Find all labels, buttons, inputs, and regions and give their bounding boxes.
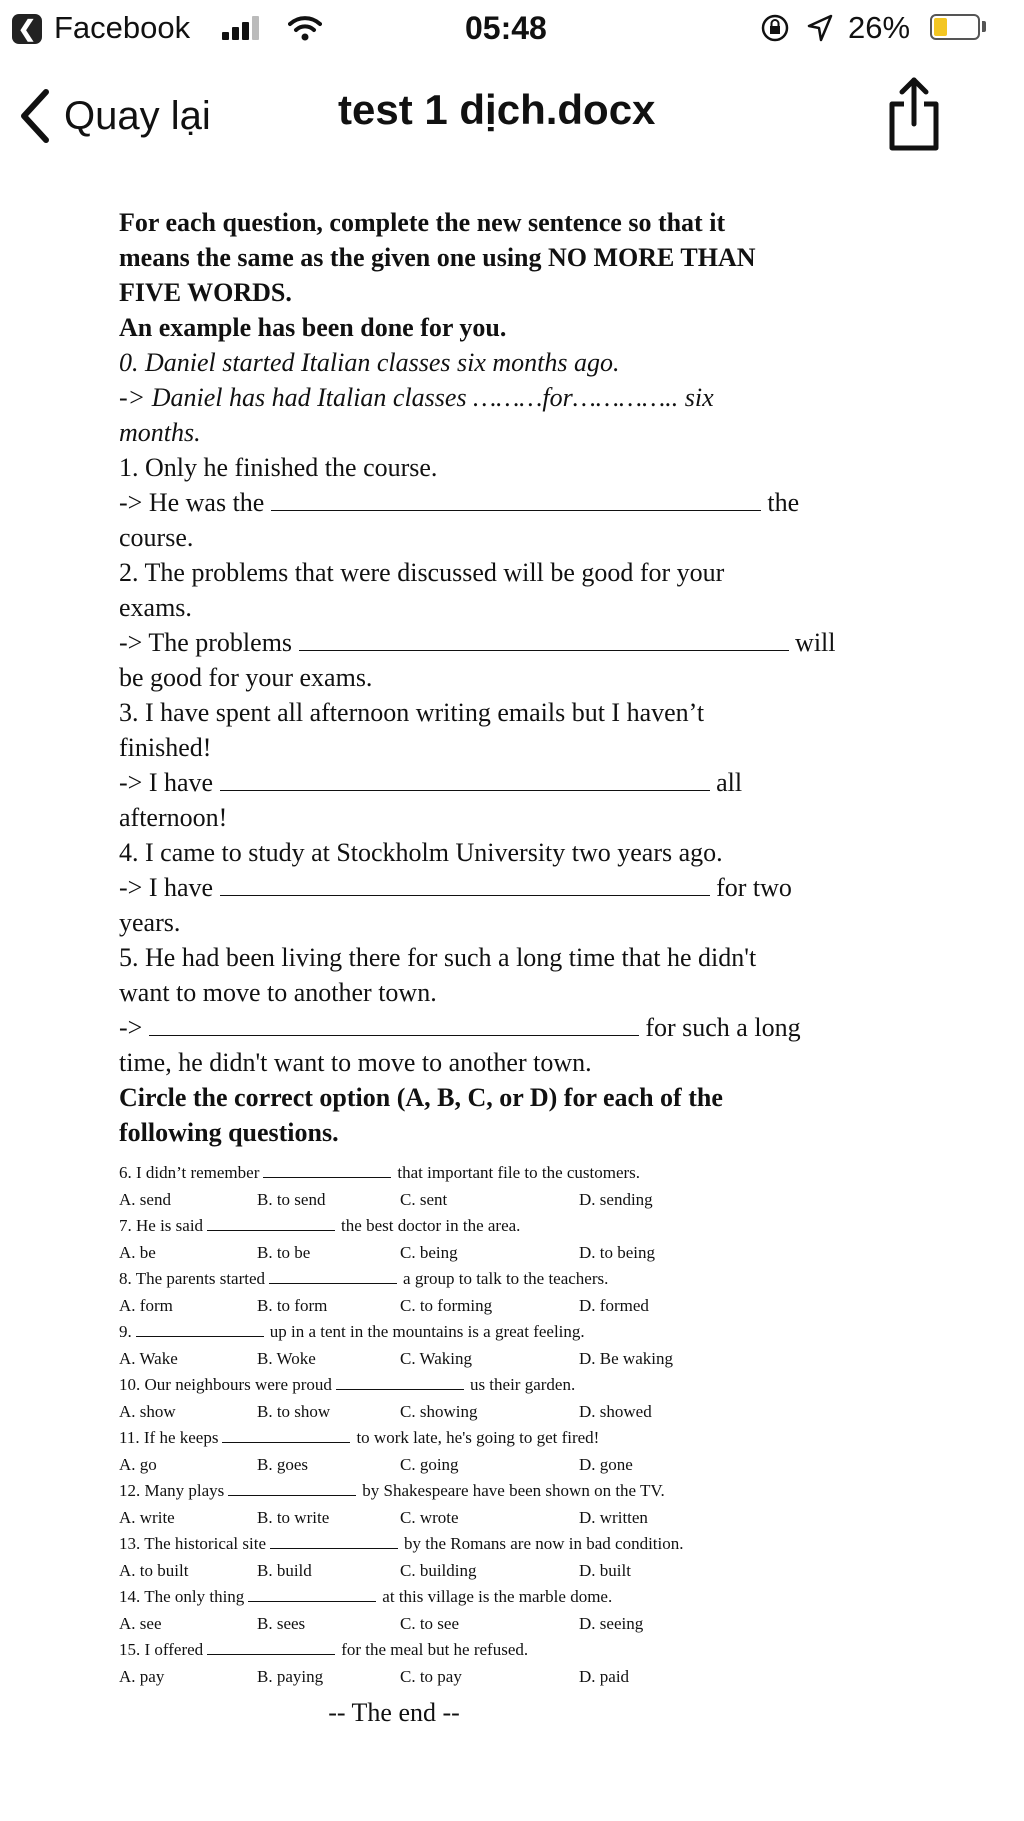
mc-option-b: B. goes	[257, 1454, 308, 1474]
mc-question-prefix: 8. The parents started	[119, 1269, 266, 1288]
question-text: finished!	[119, 733, 212, 762]
mc-option-b: B. to form	[257, 1295, 328, 1315]
rewrite-suffix: all	[716, 768, 743, 797]
mc-option-a: A. to built	[119, 1560, 189, 1580]
rewrite-continuation: time, he didn't want to move to another town.	[119, 1048, 592, 1077]
mc-option-a: A. see	[119, 1613, 162, 1633]
mc-option-b: B. to write	[257, 1507, 330, 1527]
mc-option-d: D. gone	[579, 1454, 633, 1474]
question-text: 2. The problems that were discussed will be good for your	[119, 558, 725, 587]
battery-percent: 26%	[848, 10, 911, 45]
instruction-line: An example has been done for you.	[119, 313, 507, 342]
status-bar	[0, 0, 1024, 56]
mc-option-c: C. going	[400, 1454, 459, 1474]
mc-question-suffix: by Shakespeare have been shown on the TV.	[362, 1481, 665, 1500]
navigation-bar	[0, 56, 1024, 176]
mc-question-prefix: 14. The only thing	[119, 1587, 245, 1606]
mc-option-b: B. Woke	[257, 1348, 316, 1368]
mc-option-c: C. showing	[400, 1401, 478, 1421]
mc-question-prefix: 6. I didn’t remember	[119, 1163, 260, 1182]
mc-option-c: C. building	[400, 1560, 477, 1580]
clock-time: 05:48	[465, 10, 547, 46]
question-text: 5. He had been living there for such a long time that he didn't	[119, 943, 757, 972]
back-to-app-icon[interactable]: ❮	[12, 14, 42, 44]
question-text: 3. I have spent all afternoon writing emails but I haven’t	[119, 698, 705, 727]
share-icon[interactable]	[884, 74, 944, 154]
rewrite-line	[119, 765, 909, 800]
mc-question	[119, 1478, 909, 1505]
mc-question-suffix: the best doctor in the area.	[341, 1216, 521, 1235]
question-text: 1. Only he finished the course.	[119, 453, 438, 482]
mc-option-b: B. sees	[257, 1613, 306, 1633]
rewrite-line	[119, 1010, 909, 1045]
answer-blank	[149, 1035, 639, 1036]
mc-options	[119, 1611, 909, 1638]
mc-option-d: D. seeing	[579, 1613, 644, 1633]
mc-option-d: D. showed	[579, 1401, 652, 1421]
mc-option-a: A. send	[119, 1189, 171, 1209]
mc-question	[119, 1266, 909, 1293]
back-to-app-label[interactable]: Facebook	[54, 10, 191, 45]
mc-question-suffix: to work late, he's going to get fired!	[356, 1428, 600, 1447]
rewrite-line	[119, 870, 909, 905]
rewrite-prefix: -> He was the	[119, 488, 265, 517]
example-line: -> Daniel has had Italian classes ………for………….. six	[119, 383, 714, 412]
answer-blank	[263, 1177, 391, 1178]
wifi-icon	[288, 14, 322, 42]
rewrite-line	[119, 485, 909, 520]
mc-option-c: C. sent	[400, 1189, 448, 1209]
mc-question-prefix: 12. Many plays	[119, 1481, 225, 1500]
answer-blank	[299, 650, 789, 651]
mc-option-d: D. paid	[579, 1666, 630, 1686]
rewrite-continuation: course.	[119, 523, 194, 552]
battery-tip	[982, 21, 986, 32]
mc-option-a: A. write	[119, 1507, 175, 1527]
location-arrow-icon	[807, 14, 833, 42]
mc-options	[119, 1240, 909, 1267]
rewrite-prefix: -> I have	[119, 768, 214, 797]
mc-question-suffix: a group to talk to the teachers.	[403, 1269, 609, 1288]
answer-blank	[222, 1442, 350, 1443]
mc-question	[119, 1637, 909, 1664]
mc-options	[119, 1664, 909, 1691]
mc-options	[119, 1452, 909, 1479]
answer-blank	[270, 1548, 398, 1549]
rewrite-continuation: afternoon!	[119, 803, 228, 832]
rewrite-continuation: be good for your exams.	[119, 663, 373, 692]
mc-question-suffix: up in a tent in the mountains is a great feeling.	[269, 1322, 585, 1341]
back-button[interactable]	[18, 86, 211, 146]
mc-option-d: D. to being	[579, 1242, 656, 1262]
mc-question-prefix: 11. If he keeps	[119, 1428, 219, 1447]
mc-option-b: B. to show	[257, 1401, 331, 1421]
mc-question	[119, 1425, 909, 1452]
mc-question-suffix: that important file to the customers.	[397, 1163, 641, 1182]
mc-options	[119, 1558, 909, 1585]
mc-question-prefix: 10. Our neighbours were proud	[119, 1375, 332, 1394]
document-page	[119, 205, 909, 1728]
question-text: want to move to another town.	[119, 978, 437, 1007]
mc-option-c: C. being	[400, 1242, 458, 1262]
example-line: 0. Daniel started Italian classes six months ago.	[119, 348, 620, 377]
multiple-choice-list	[119, 1160, 909, 1690]
mc-options	[119, 1505, 909, 1532]
section-heading: following questions.	[119, 1118, 339, 1147]
mc-option-b: B. to be	[257, 1242, 311, 1262]
orientation-lock-icon	[760, 13, 790, 43]
instruction-line: FIVE WORDS.	[119, 278, 292, 307]
answer-blank	[228, 1495, 356, 1496]
mc-option-d: D. formed	[579, 1295, 649, 1315]
mc-question-prefix: 9.	[119, 1322, 132, 1341]
mc-question-prefix: 13. The historical site	[119, 1534, 266, 1553]
mc-option-c: C. to pay	[400, 1666, 462, 1686]
answer-blank	[269, 1283, 397, 1284]
rewrite-prefix: -> I have	[119, 873, 214, 902]
cellular-signal-icon	[222, 16, 266, 40]
rewrite-suffix: the	[767, 488, 800, 517]
mc-option-a: A. pay	[119, 1666, 165, 1686]
instruction-line: For each question, complete the new sentence so that it	[119, 208, 726, 237]
mc-option-d: D. Be waking	[579, 1348, 673, 1368]
mc-option-c: C. to see	[400, 1613, 460, 1633]
mc-question	[119, 1160, 909, 1187]
example-line: months.	[119, 418, 201, 447]
instruction-line: means the same as the given one using NO MORE THAN	[119, 243, 756, 272]
mc-question	[119, 1372, 909, 1399]
rewrite-continuation: years.	[119, 908, 181, 937]
answer-blank	[207, 1230, 335, 1231]
mc-option-a: A. Wake	[119, 1348, 178, 1368]
mc-option-b: B. paying	[257, 1666, 324, 1686]
mc-option-b: B. build	[257, 1560, 312, 1580]
mc-option-d: D. written	[579, 1507, 648, 1527]
question-text: exams.	[119, 593, 192, 622]
back-button-label[interactable]: Quay lại	[64, 93, 211, 138]
answer-blank	[336, 1389, 464, 1390]
mc-question	[119, 1584, 909, 1611]
rewrite-suffix: for such a long	[645, 1013, 801, 1042]
mc-question-prefix: 7. He is said	[119, 1216, 204, 1235]
rewrite-prefix: ->	[119, 1013, 143, 1042]
mc-options	[119, 1293, 909, 1320]
mc-question-suffix: us their garden.	[469, 1375, 576, 1394]
mc-options	[119, 1187, 909, 1214]
mc-question-prefix: 15. I offered	[119, 1640, 204, 1659]
mc-option-a: A. go	[119, 1454, 157, 1474]
document-end-marker: -- The end --	[328, 1698, 460, 1727]
rewrite-suffix: for two	[716, 873, 792, 902]
answer-blank	[248, 1601, 376, 1602]
section-heading: Circle the correct option (A, B, C, or D) for each of the	[119, 1083, 723, 1112]
answer-blank	[220, 895, 710, 896]
mc-options	[119, 1399, 909, 1426]
rewrite-prefix: -> The problems	[119, 628, 293, 657]
mc-option-a: A. form	[119, 1295, 173, 1315]
answer-blank	[271, 510, 761, 511]
mc-option-d: D. sending	[579, 1189, 653, 1209]
mc-question-suffix: at this village is the marble dome.	[382, 1587, 613, 1606]
document-title: test 1 dịch.docx	[338, 86, 656, 133]
mc-option-d: D. built	[579, 1560, 631, 1580]
mc-question	[119, 1531, 909, 1558]
mc-option-c: C. Waking	[400, 1348, 472, 1368]
mc-option-b: B. to send	[257, 1189, 326, 1209]
mc-question	[119, 1319, 909, 1346]
question-text: 4. I came to study at Stockholm University two years ago.	[119, 838, 723, 867]
mc-option-a: A. show	[119, 1401, 176, 1421]
mc-option-c: C. to forming	[400, 1295, 493, 1315]
mc-option-a: A. be	[119, 1242, 156, 1262]
rewrite-suffix: will	[795, 628, 836, 657]
answer-blank	[136, 1336, 264, 1337]
answer-blank	[220, 790, 710, 791]
mc-question-suffix: for the meal but he refused.	[341, 1640, 529, 1659]
mc-option-c: C. wrote	[400, 1507, 459, 1527]
answer-blank	[207, 1654, 335, 1655]
chevron-left-icon	[18, 88, 52, 144]
mc-question-suffix: by the Romans are now in bad condition.	[404, 1534, 684, 1553]
battery-icon	[930, 14, 980, 40]
rewrite-line	[119, 625, 909, 660]
mc-options	[119, 1346, 909, 1373]
mc-question	[119, 1213, 909, 1240]
